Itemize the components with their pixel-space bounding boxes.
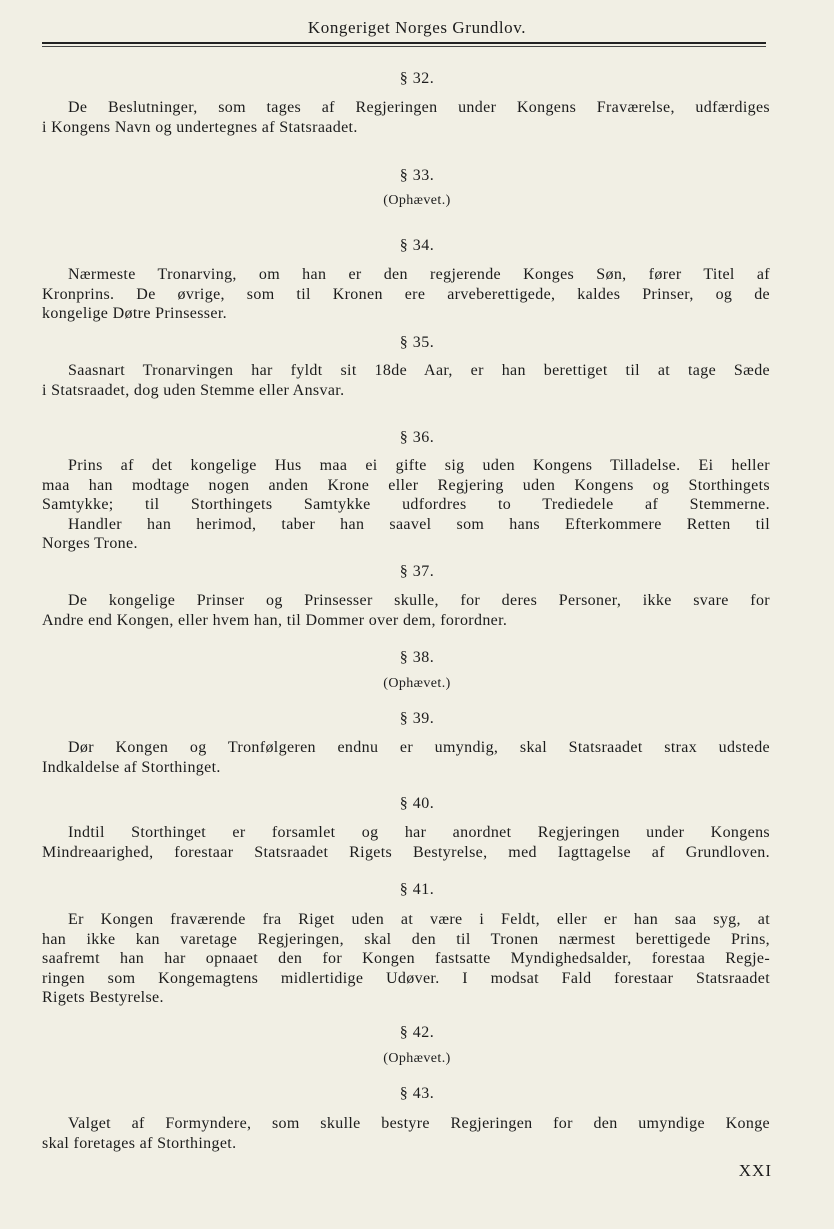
section-38-note: (Ophævet.) (383, 676, 451, 691)
text-line: Valget af Formyndere, som skulle bestyre Regjeringen for den umyndige Konge (68, 1115, 770, 1132)
text-line: ringen som Kongemagtens midlertidige Udøver. I modsat Fald forestaar Statsraadet (42, 969, 770, 987)
text-line: Dør Kongen og Tronfølgeren endnu er umyndig, skal Statsraadet strax udstede (68, 739, 770, 756)
section-37-text (42, 591, 770, 630)
section-35-heading: § 35. (399, 334, 435, 351)
section-34-heading: § 34. (399, 237, 435, 254)
section-32-text (42, 98, 770, 137)
section-40-text (42, 823, 770, 862)
text-line: Nærmeste Tronarving, om han er den regjerende Konges Søn, fører Titel af (68, 266, 770, 283)
text-line: Andre end Kongen, eller hvem han, til Dommer over dem, forordner. (42, 611, 508, 629)
section-41-heading: § 41. (399, 881, 435, 898)
text-line: i Kongens Navn og undertegnes af Statsraadet. (42, 118, 358, 136)
text-line: De kongelige Prinser og Prinsesser skulle, for deres Personer, ikke svare for (68, 592, 770, 609)
text-line: Norges Trone. (42, 535, 138, 552)
section-43-heading: § 43. (399, 1085, 435, 1102)
text-line: Samtykke; til Storthingets Samtykke udfordres to Trediedele af Stemmerne. (42, 496, 770, 513)
section-37-heading: § 37. (399, 563, 435, 580)
section-42-heading: § 42. (399, 1024, 435, 1041)
section-35-text (42, 361, 770, 400)
text-line: De Beslutninger, som tages af Regjeringen under Kongens Fraværelse, udfærdiges (68, 99, 770, 116)
section-32-heading: § 32. (399, 70, 435, 87)
section-43-text (42, 1114, 770, 1153)
header-rule-thin (42, 46, 766, 47)
page-number: XXI (738, 1161, 772, 1180)
section-33-heading: § 33. (399, 167, 435, 184)
text-line: i Statsraadet, dog uden Stemme eller Ansvar. (42, 381, 345, 399)
section-42-note: (Ophævet.) (383, 1051, 451, 1066)
text-line: Rigets Bestyrelse. (42, 989, 164, 1006)
text-line: Indkaldelse af Storthinget. (42, 758, 221, 776)
text-line: han ikke kan varetage Regjeringen, skal den til Tronen nærmest berettigede Prins, (42, 930, 770, 948)
text-line: Handler han herimod, taber han saavel som hans Efterkommere Retten til (68, 515, 770, 533)
text-line: Indtil Storthinget er forsamlet og har anordnet Regjeringen under Kongens (68, 824, 770, 841)
text-line: Saasnart Tronarvingen har fyldt sit 18de Aar, er han berettiget til at tage Sæde (68, 362, 770, 379)
section-41-text (42, 910, 770, 1008)
text-line: maa han modtage nogen anden Krone eller Regjering uden Kongens og Storthingets (42, 476, 770, 494)
text-line: Er Kongen fraværende fra Riget uden at være i Feldt, eller er han saa syg, at (68, 911, 770, 928)
section-39-heading: § 39. (399, 710, 435, 727)
section-39-text (42, 738, 770, 777)
text-line: Mindreaarighed, forestaar Statsraadet Rigets Bestyrelse, med Iagttagelse af Grundloven. (42, 843, 770, 861)
running-header: Kongeriget Norges Grundlov. (307, 18, 527, 37)
text-line: Kronprins. De øvrige, som til Kronen ere arveberettigede, kaldes Prinser, og de (42, 285, 770, 303)
header-rule (42, 42, 766, 44)
text-line: skal foretages af Storthinget. (42, 1134, 237, 1152)
text-line: saafremt han har opnaaet den for Kongen fastsatte Myndighedsalder, forestaa Regje- (42, 950, 770, 967)
section-38-heading: § 38. (399, 649, 435, 666)
section-36-heading: § 36. (399, 429, 435, 446)
text-line: kongelige Døtre Prinsesser. (42, 305, 227, 322)
section-34-text (42, 265, 770, 324)
section-33-note: (Ophævet.) (383, 193, 451, 208)
section-40-heading: § 40. (399, 795, 435, 812)
text-line: Prins af det kongelige Hus maa ei gifte sig uden Kongens Tilladelse. Ei heller (68, 457, 770, 474)
section-36-text (42, 456, 770, 554)
